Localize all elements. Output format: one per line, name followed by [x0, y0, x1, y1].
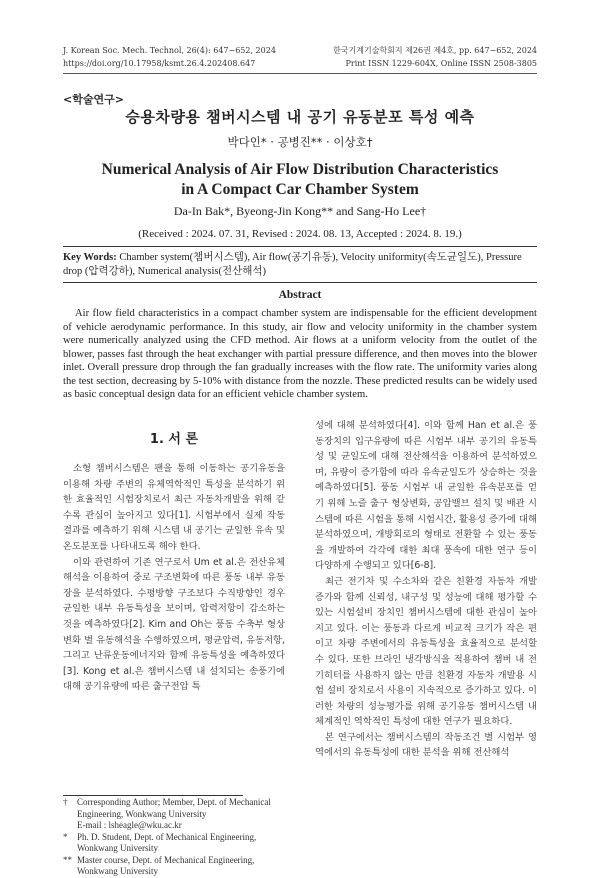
journal-citation-en: J. Korean Soc. Mech. Technol, 26(4): 647~652, 2024 [63, 46, 276, 55]
footnotes [63, 797, 285, 878]
footnote-item: ** Master course, Dept. of Mechanical Engineering, Wonkwang University [63, 854, 255, 876]
footnote-item: † Corresponding Author; Member, Dept. of Mechanical Engineering, Wonkwang University [63, 797, 271, 819]
keywords-text: Chamber system(챔버시스템), Air flow(공기유동), Velocity uniformity(속도균일도), Pressure drop (압력강하), Numerical analysis(전산해석) [63, 252, 522, 277]
authors-english: Da-In Bak*, Byeong-Jin Kong** and Sang-Ho Lee† [173, 204, 427, 218]
header-divider [63, 73, 537, 74]
paper-title-english [0, 160, 600, 200]
keywords-block [63, 251, 537, 278]
keywords-bottom-rule [63, 282, 537, 283]
intro-paragraph-1: 소형 챔버시스템은 팬을 통해 이동하는 공기유동을 이용해 차량 주변의 유체역학적인 특성을 분석하기 위한 효율적인 시험장치로서 최근 자동차개발을 위해 같수록 관심이 높아지고 있다[1]. 시험부에서 실제 작동결과를 예측하기 위해 시스템 내 공기는 균일한 유속 및 온도분포를 나타내도록 해야 한다. [63, 463, 285, 552]
submission-dates: (Received : 2024. 07. 31, Revised : 2024. 08. 13, Accepted : 2024. 8. 19.) [138, 228, 462, 240]
section-heading-introduction: 1. 서 론 [149, 432, 199, 447]
page-header [63, 44, 537, 70]
title-en-line-2: in A Compact Car Chamber System [181, 181, 419, 198]
paper-title-korean: 승용차량용 챔버시스템 내 공기 유동분포 특성 예측 [125, 108, 475, 126]
keywords-top-rule [63, 246, 537, 247]
right-column [315, 418, 537, 761]
intro-paragraph-3: 성에 대해 분석하였다[4]. 이와 함께 Han et al.은 풍동장치의 입구유량에 따른 시험부 내부 공기의 유동특성 및 균일도에 대해 전산해석을 이용하여 분석하였으며, 유량이 증가함에 따라 유속균일도가 상승하는 것을 예측하였다[5]. 풍동 시험부 내 균일한 유속분포를 얻기 위해 노즐 출구 형상변화, 공압밸브 설치 및 배관 시스템에 따른 시험을 통해 시험시간, 활용성 증가에 대해 분석하였으며, 개방회로의 형태로 전환할 수 있는 풍동을 개발하여 각각에 대한 최대 풍속에 대한 연구 등이 다양하게 수행되고 있다[6-8]. [315, 420, 537, 572]
left-column [63, 428, 285, 695]
intro-paragraph-2: 이와 관련하여 기존 연구로서 Um et al.은 전산유체해석을 이용하여 중로 구조변화에 따른 풍동 내부 유동장을 분석하였다. 수평방향 구조보다 수직방향인 경우 균일한 내부 유동특성을 보이며, 압력저항이 감소하는 것을 예측하였다[2]. Kim and Oh는 풍동 수축부 형상변화 별 유동해석을 수행하였으며, 평균압력, 유동저항, 그리고 난류운동에너지와 함께 유동특성을 예측하였다[3]. Kong et al.은 챔버시스템 내 설치되는 송풍기에 대해 공기유량에 따른 출구전압 특 [63, 556, 285, 693]
footnote-divider [63, 795, 243, 796]
footnote-item: * Ph. D. Student, Dept. of Mechanical Engineering, Wonkwang University [63, 831, 257, 853]
keywords-label: Key Words: [63, 252, 117, 263]
abstract-text: Air flow field characteristics in a compact chamber system are indispensable for the efficient development of vehicle aerodynamic performance. In this study, air flow and velocity uniformity in the chamber system were numerically analyzed using the CFD method. Air flows at a uniform velocity from the outlet of the blower, passes fast through the heat exchanger with partial pressure difference, and then moves into the blower inlet. Overall pressure drop through the fan gradually increases with the flow rate. The uniformity varies along the test section, decreasing by 5-10% with distance from the nozzle. These predicted results can be widely used as basic conceptual design data for an efficient vehicle chamber system. [63, 308, 537, 400]
title-en-line-1: Numerical Analysis of Air Flow Distribution Characteristics [101, 161, 499, 178]
journal-citation-ko: 한국기계기술학회지 제26권 제4호, pp. 647~652, 2024 [333, 46, 537, 55]
abstract-heading: Abstract [278, 289, 322, 301]
author-email[interactable]: E-mail : lsheagle@wku.ac.kr [77, 820, 182, 830]
section-tag: <학술연구> [63, 93, 124, 106]
intro-paragraph-5: 본 연구에서는 챔버시스템의 작동조건 별 시험부 영역에서의 유동특성에 대한 분석을 위해 전산해석 [315, 731, 537, 759]
intro-paragraph-4: 최근 전기차 및 수소차와 같은 친환경 자동차 개발 증가와 함께 신뢰성, 내구성 및 성능에 대해 평가할 수 있는 시험설비 장치인 챔버시스템에 대한 관심이 높아지고 있다. 이는 풍동과 다르게 비교적 크기가 작은 편이고 차량 주변에서의 유동특성을 효율적으로 분석할 수 있다. 또한 브라인 냉각방식을 적용하여 챔버 내 전기히터를 사용하지 않는 만큼 친환경 자동차 개발용 시험 설비 장치로서 사용이 지속적으로 증가하고 있다. 이러한 차량의 성능평가를 위해 공기유동 챔버시스템 내 체계적인 역학적인 특성에 대한 연구가 필요하다. [315, 575, 537, 728]
authors-korean: 박다인* · 공병진** · 이상호† [227, 135, 373, 149]
footnote-item [63, 820, 285, 832]
issn-info: Print ISSN 1229-604X, Online ISSN 2508-3805 [345, 59, 537, 68]
doi-link[interactable]: https://doi.org/10.17958/ksmt.26.4.202408.647 [63, 59, 256, 68]
